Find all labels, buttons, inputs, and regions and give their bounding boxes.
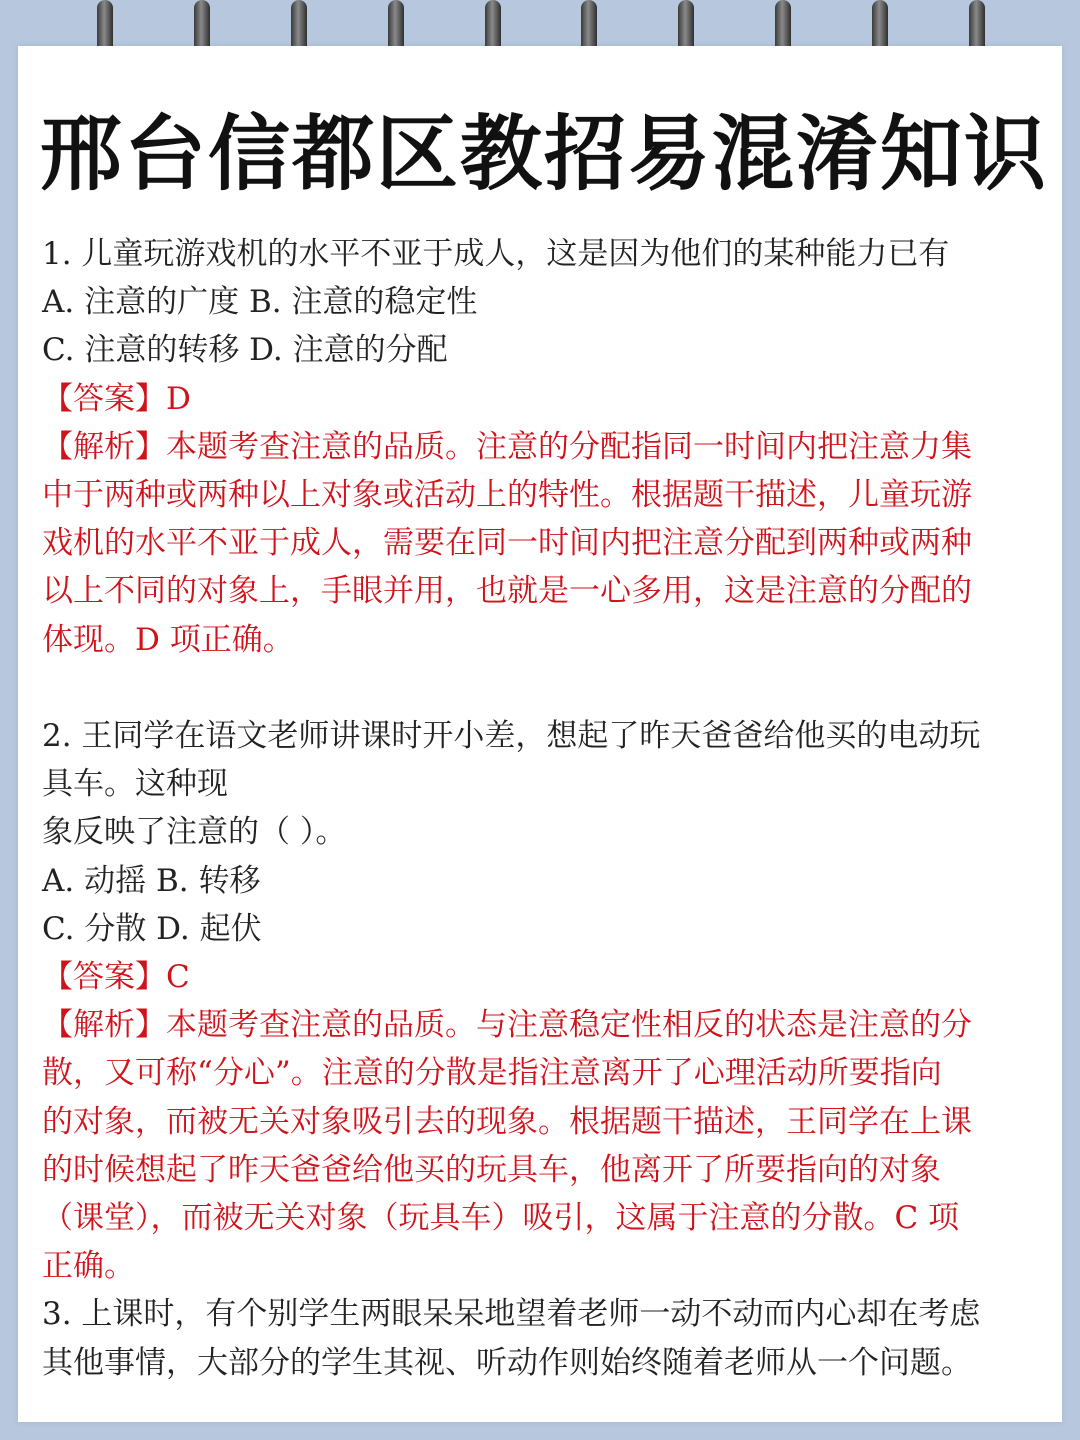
question-2 <box>42 712 1038 1290</box>
question-stem: 1. 儿童玩游戏机的水平不亚于成人，这是因为他们的某种能力已有 <box>42 236 950 272</box>
question-stem: 3. 上课时，有个别学生两眼呆呆地望着老师一动不动而内心却在考虑 <box>42 1296 981 1333</box>
question-list <box>42 230 1038 1387</box>
question-1 <box>42 230 1038 664</box>
analysis-text: （课堂），而被无关对象（玩具车）吸引，这属于注意的分散。C 项 <box>42 1200 960 1237</box>
analysis-text: 体现。D 项正确。 <box>42 621 294 658</box>
question-3 <box>42 1290 1038 1386</box>
question-stem: 其他事情，大部分的学生其视、听动作则始终随着老师从一个问题。 <box>42 1344 972 1381</box>
answer-text: 【答案】D <box>42 380 191 417</box>
analysis-text: 中于两种或两种以上对象或活动上的特性。根据题干描述，儿童玩游 <box>42 477 972 514</box>
analysis-text: 以上不同的对象上，手眼并用，也就是一心多用，这是注意的分配的 <box>42 573 972 610</box>
analysis-text: 戏机的水平不亚于成人，需要在同一时间内把注意分配到两种或两种 <box>42 525 972 562</box>
question-stem: 2. 王同学在语文老师讲课时开小差，想起了昨天爸爸给他买的电动玩 <box>42 718 981 755</box>
analysis-text: 的对象，而被无关对象吸引去的现象。根据题干描述，王同学在上课 <box>42 1103 972 1140</box>
analysis-text: 散，又可称“分心”。注意的分散是指注意离开了心理活动所要指向 <box>42 1055 942 1092</box>
question-stem: 具车。这种现 <box>42 766 228 803</box>
analysis-text: 【解析】本题考查注意的品质。注意的分配指同一时间内把注意力集 <box>42 428 972 465</box>
question-options: A. 动摇 B. 转移 <box>42 862 261 899</box>
analysis-text: 的时候想起了昨天爸爸给他买的玩具车，他离开了所要指向的对象 <box>42 1151 941 1188</box>
page-title: 邢台信都区教招易混淆知识 <box>40 107 1049 202</box>
answer-text: 【答案】C <box>42 959 190 996</box>
question-stem: 象反映了注意的（ ）。 <box>42 814 347 851</box>
question-options: C. 注意的转移 D. 注意的分配 <box>42 332 448 369</box>
question-options: A. 注意的广度 B. 注意的稳定性 <box>42 284 478 321</box>
spacer <box>42 664 1038 712</box>
analysis-text: 【解析】本题考查注意的品质。与注意稳定性相反的状态是注意的分 <box>42 1007 972 1044</box>
question-options: C. 分散 D. 起伏 <box>42 910 262 947</box>
analysis-text: 正确。 <box>42 1248 135 1285</box>
